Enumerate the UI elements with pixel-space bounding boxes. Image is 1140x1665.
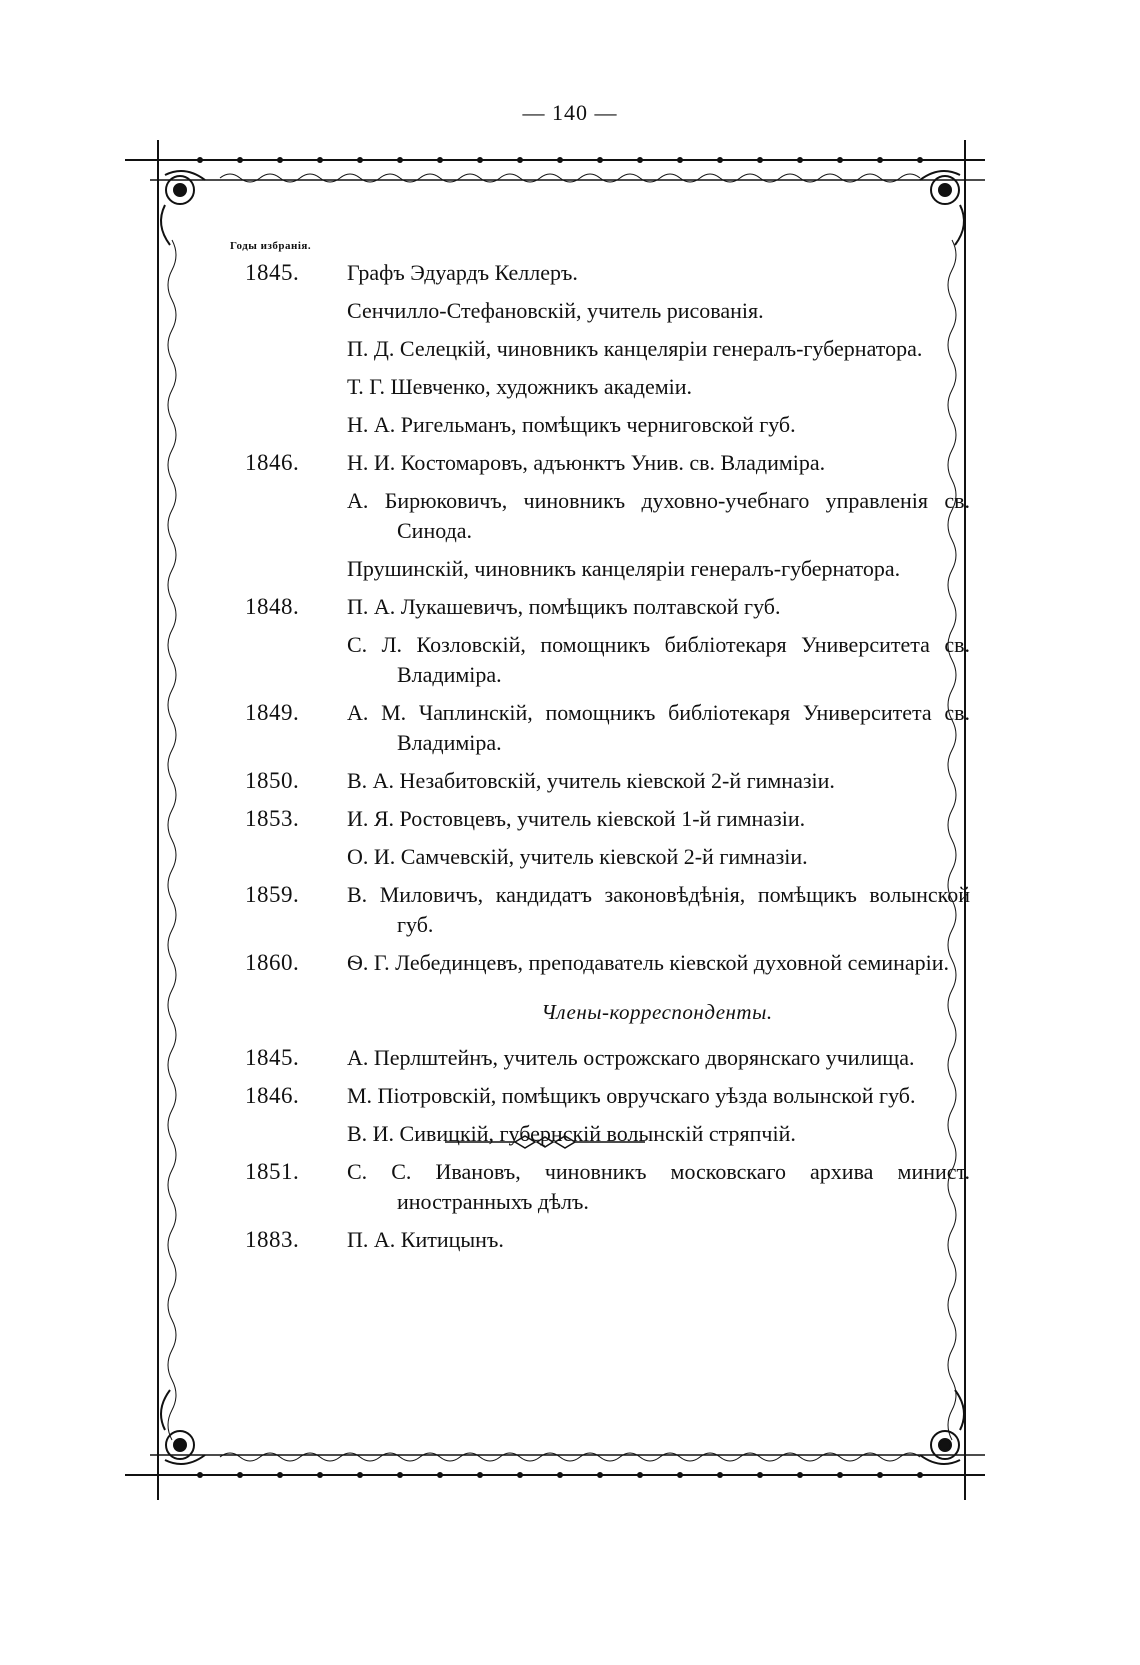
entry-text: И. Я. Ростовцевъ, учитель кіевской 1-й гимназіи. bbox=[347, 806, 806, 831]
entry-year: 1859. bbox=[245, 882, 300, 907]
entry-text: А. М. Чаплинскій, помощникъ библіотекаря Университета св. Владиміра. bbox=[347, 700, 970, 755]
entry-text: О. И. Самчевскій, учитель кіевской 2-й гимназіи. bbox=[347, 844, 808, 869]
list-item bbox=[245, 554, 970, 584]
list-item bbox=[245, 410, 970, 440]
list-item bbox=[245, 258, 970, 288]
entry-text: В. Миловичъ, кандидатъ законовѣдѣнія, помѣщикъ волынской губ. bbox=[347, 882, 970, 937]
corner-ornament-top-left bbox=[161, 171, 205, 245]
entry-text: Н. А. Ригельманъ, помѣщикъ черниговской губ. bbox=[347, 412, 796, 437]
list-item bbox=[245, 880, 970, 940]
entry-text: С. С. Ивановъ, чиновникъ московскаго архива минист. иностранныхъ дѣлъ. bbox=[347, 1159, 970, 1214]
entry-text: Н. И. Костомаровъ, адъюнктъ Унив. св. Владиміра. bbox=[347, 450, 826, 475]
list-item bbox=[245, 1225, 970, 1255]
entry-year: 1845. bbox=[245, 260, 300, 285]
corner-ornament-top-right bbox=[920, 171, 964, 245]
entry-text: В. А. Незабитовскій, учитель кіевской 2-й гимназіи. bbox=[347, 768, 835, 793]
list-item bbox=[245, 698, 970, 758]
closing-ornament bbox=[445, 1132, 645, 1152]
list-item bbox=[245, 1081, 970, 1111]
entry-year: 1851. bbox=[245, 1159, 300, 1184]
list-item bbox=[245, 296, 970, 326]
list-item bbox=[245, 804, 970, 834]
list-item bbox=[245, 1157, 970, 1217]
entry-text: Т. Г. Шевченко, художникъ академіи. bbox=[347, 374, 693, 399]
page-number: — 140 — bbox=[522, 100, 618, 125]
entry-text: П. Д. Селецкій, чиновникъ канцеляріи генералъ-губернатора. bbox=[347, 336, 923, 361]
entry-text: М. Піотровскій, помѣщикъ овручскаго уѣзда волынской губ. bbox=[347, 1083, 916, 1108]
entry-year: 1848. bbox=[245, 594, 300, 619]
entry-year: 1846. bbox=[245, 1083, 300, 1108]
entry-text: В. И. Сивицкій, губернскій волынскій стряпчій. bbox=[347, 1121, 796, 1146]
members-list bbox=[245, 258, 970, 1263]
entry-text: А. Перлштейнъ, учитель острожскаго дворянскаго училища. bbox=[347, 1045, 915, 1070]
entry-year: 1853. bbox=[245, 806, 300, 831]
entry-text: Сенчилло-Стефановскій, учитель рисованія. bbox=[347, 298, 764, 323]
entry-year: 1883. bbox=[245, 1227, 300, 1252]
entry-text: Графъ Эдуардъ Келлеръ. bbox=[347, 260, 578, 285]
entry-year: 1849. bbox=[245, 700, 300, 725]
list-item bbox=[245, 592, 970, 622]
entry-year: 1850. bbox=[245, 768, 300, 793]
list-item bbox=[245, 1043, 970, 1073]
entry-text: Ѳ. Г. Лебединцевъ, преподаватель кіевской духовной семинаріи. bbox=[347, 950, 949, 975]
years-header-label: Годы избранія. bbox=[230, 240, 312, 252]
entry-year: 1860. bbox=[245, 950, 300, 975]
list-item bbox=[245, 372, 970, 402]
entry-text: А. Бирюковичъ, чиновникъ духовно-учебнаго управленія св. Синода. bbox=[347, 488, 970, 543]
entry-text: С. Л. Козловскій, помощникъ библіотекаря Университета св. Владиміра. bbox=[347, 632, 970, 687]
entry-year: 1845. bbox=[245, 1045, 300, 1070]
list-item bbox=[245, 842, 970, 872]
entry-text: П. А. Китицынъ. bbox=[347, 1227, 504, 1252]
list-item bbox=[245, 486, 970, 546]
list-item bbox=[245, 448, 970, 478]
list-item bbox=[245, 334, 970, 364]
list-item bbox=[245, 766, 970, 796]
full-members bbox=[245, 258, 970, 978]
entry-text: Прушинскій, чиновникъ канцеляріи генералъ-губернатора. bbox=[347, 556, 901, 581]
section-title-correspondents: Члены-корреспонденты. bbox=[541, 1000, 773, 1024]
corner-ornament-bottom-right bbox=[920, 1390, 964, 1464]
entry-text: П. А. Лукашевичъ, помѣщикъ полтавской губ. bbox=[347, 594, 781, 619]
list-item bbox=[245, 948, 970, 978]
list-item bbox=[245, 630, 970, 690]
entry-year: 1846. bbox=[245, 450, 300, 475]
